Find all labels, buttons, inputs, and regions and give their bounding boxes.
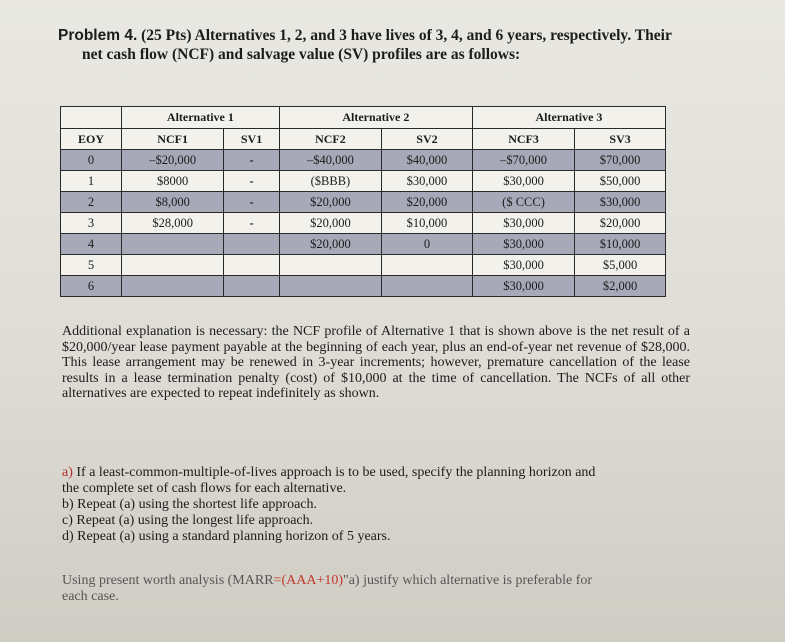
problem-label: Problem 4. (58, 27, 138, 44)
table-row (61, 255, 666, 276)
empty-corner-cell (61, 107, 122, 129)
final-post: "a) justify which alternative is preferable for (343, 573, 593, 588)
ncf2-cell: –$40,000 (279, 150, 381, 171)
question-a-line-2: the complete set of cash flows for each alternative. (62, 481, 347, 496)
ncf3-cell: $30,000 (472, 255, 574, 276)
sv2-cell: 0 (382, 234, 473, 255)
sv2-cell (382, 276, 473, 297)
eoy-cell: 3 (61, 213, 122, 234)
sv1-cell: - (224, 192, 280, 213)
ncf2-cell (279, 276, 381, 297)
ncf3-cell: $30,000 (472, 234, 574, 255)
col-header: EOY (61, 129, 122, 150)
marr-value: =(AAA+10) (273, 573, 343, 588)
ncf1-cell: $8000 (122, 171, 224, 192)
table-row (61, 150, 666, 171)
problem-line-2: net cash flow (NCF) and salvage value (SV) profiles are as follows: (82, 46, 521, 63)
sv1-cell: - (224, 213, 280, 234)
eoy-cell: 2 (61, 192, 122, 213)
question-a-letter: a) (62, 465, 73, 480)
ncf2-cell: ($BBB) (279, 171, 381, 192)
group-alternative-1: Alternative 1 (122, 107, 280, 129)
problem-heading (58, 26, 758, 64)
table-row (61, 192, 666, 213)
sv1-cell (224, 255, 280, 276)
ncf2-cell (279, 255, 381, 276)
final-pre: Using present worth analysis (MARR (62, 573, 274, 588)
sv2-cell: $30,000 (382, 171, 473, 192)
ncf1-cell (122, 255, 224, 276)
ncf3-cell: $30,000 (472, 213, 574, 234)
sv2-cell: $40,000 (382, 150, 473, 171)
sv2-cell: $10,000 (382, 213, 473, 234)
sv3-cell: $30,000 (575, 192, 666, 213)
final-line-2: each case. (62, 589, 119, 604)
sv1-cell: - (224, 171, 280, 192)
sv3-cell: $70,000 (575, 150, 666, 171)
sv3-cell: $2,000 (575, 276, 666, 297)
sv3-cell: $20,000 (575, 213, 666, 234)
ncf3-cell: $30,000 (472, 276, 574, 297)
ncf2-cell: $20,000 (279, 213, 381, 234)
table-row (61, 276, 666, 297)
group-alternative-2: Alternative 2 (279, 107, 472, 129)
col-header: NCF1 (122, 129, 224, 150)
col-header: SV2 (382, 129, 473, 150)
final-instruction (62, 573, 690, 605)
question-a-line-1: If a least-common-multiple-of-lives approach is to be used, specify the planning horizon and (76, 465, 596, 480)
group-alternative-3: Alternative 3 (472, 107, 665, 129)
ncf3-cell: –$70,000 (472, 150, 574, 171)
col-header: NCF2 (279, 129, 381, 150)
ncf3-cell: $30,000 (472, 171, 574, 192)
sv1-cell (224, 276, 280, 297)
sv2-cell: $20,000 (382, 192, 473, 213)
sv2-cell (382, 255, 473, 276)
ncf1-cell: –$20,000 (122, 150, 224, 171)
table-header-row (61, 129, 666, 150)
question-a (62, 465, 690, 481)
table-row (61, 234, 666, 255)
eoy-cell: 1 (61, 171, 122, 192)
cash-flow-table (60, 106, 666, 297)
ncf1-cell (122, 234, 224, 255)
ncf1-cell: $28,000 (122, 213, 224, 234)
col-header: SV1 (224, 129, 280, 150)
ncf1-cell (122, 276, 224, 297)
table-group-row (61, 107, 666, 129)
eoy-cell: 0 (61, 150, 122, 171)
col-header: NCF3 (472, 129, 574, 150)
question-c: c) Repeat (a) using the longest life approach. (62, 513, 314, 528)
sv3-cell: $50,000 (575, 171, 666, 192)
table-row (61, 171, 666, 192)
additional-explanation: Additional explanation is necessary: the NCF profile of Alternative 1 that is shown above is the net result of a $20,000/year lease payment payable at the beginning of each year, plus an end-of-year net revenue of $28,000. This lease arrangement may be renewed in 3-year increments; however, premature cancellation of the lease results in a lease termination penalty (cost) of $10,000 at the time of cancellation. The NCFs of all other alternatives are expected to repeat indefinitely as shown. (62, 324, 690, 402)
ncf1-cell: $8,000 (122, 192, 224, 213)
sv3-cell: $10,000 (575, 234, 666, 255)
problem-line-1: (25 Pts) Alternatives 1, 2, and 3 have lives of 3, 4, and 6 years, respectively. Their (141, 27, 672, 44)
ncf2-cell: $20,000 (279, 192, 381, 213)
eoy-cell: 5 (61, 255, 122, 276)
ncf3-cell: ($ CCC) (472, 192, 574, 213)
question-b: b) Repeat (a) using the shortest life approach. (62, 497, 318, 512)
sv1-cell: - (224, 150, 280, 171)
table-row (61, 213, 666, 234)
sv1-cell (224, 234, 280, 255)
sv3-cell: $5,000 (575, 255, 666, 276)
question-list (62, 465, 690, 545)
question-d: d) Repeat (a) using a standard planning horizon of 5 years. (62, 529, 391, 544)
eoy-cell: 4 (61, 234, 122, 255)
eoy-cell: 6 (61, 276, 122, 297)
ncf2-cell: $20,000 (279, 234, 381, 255)
col-header: SV3 (575, 129, 666, 150)
